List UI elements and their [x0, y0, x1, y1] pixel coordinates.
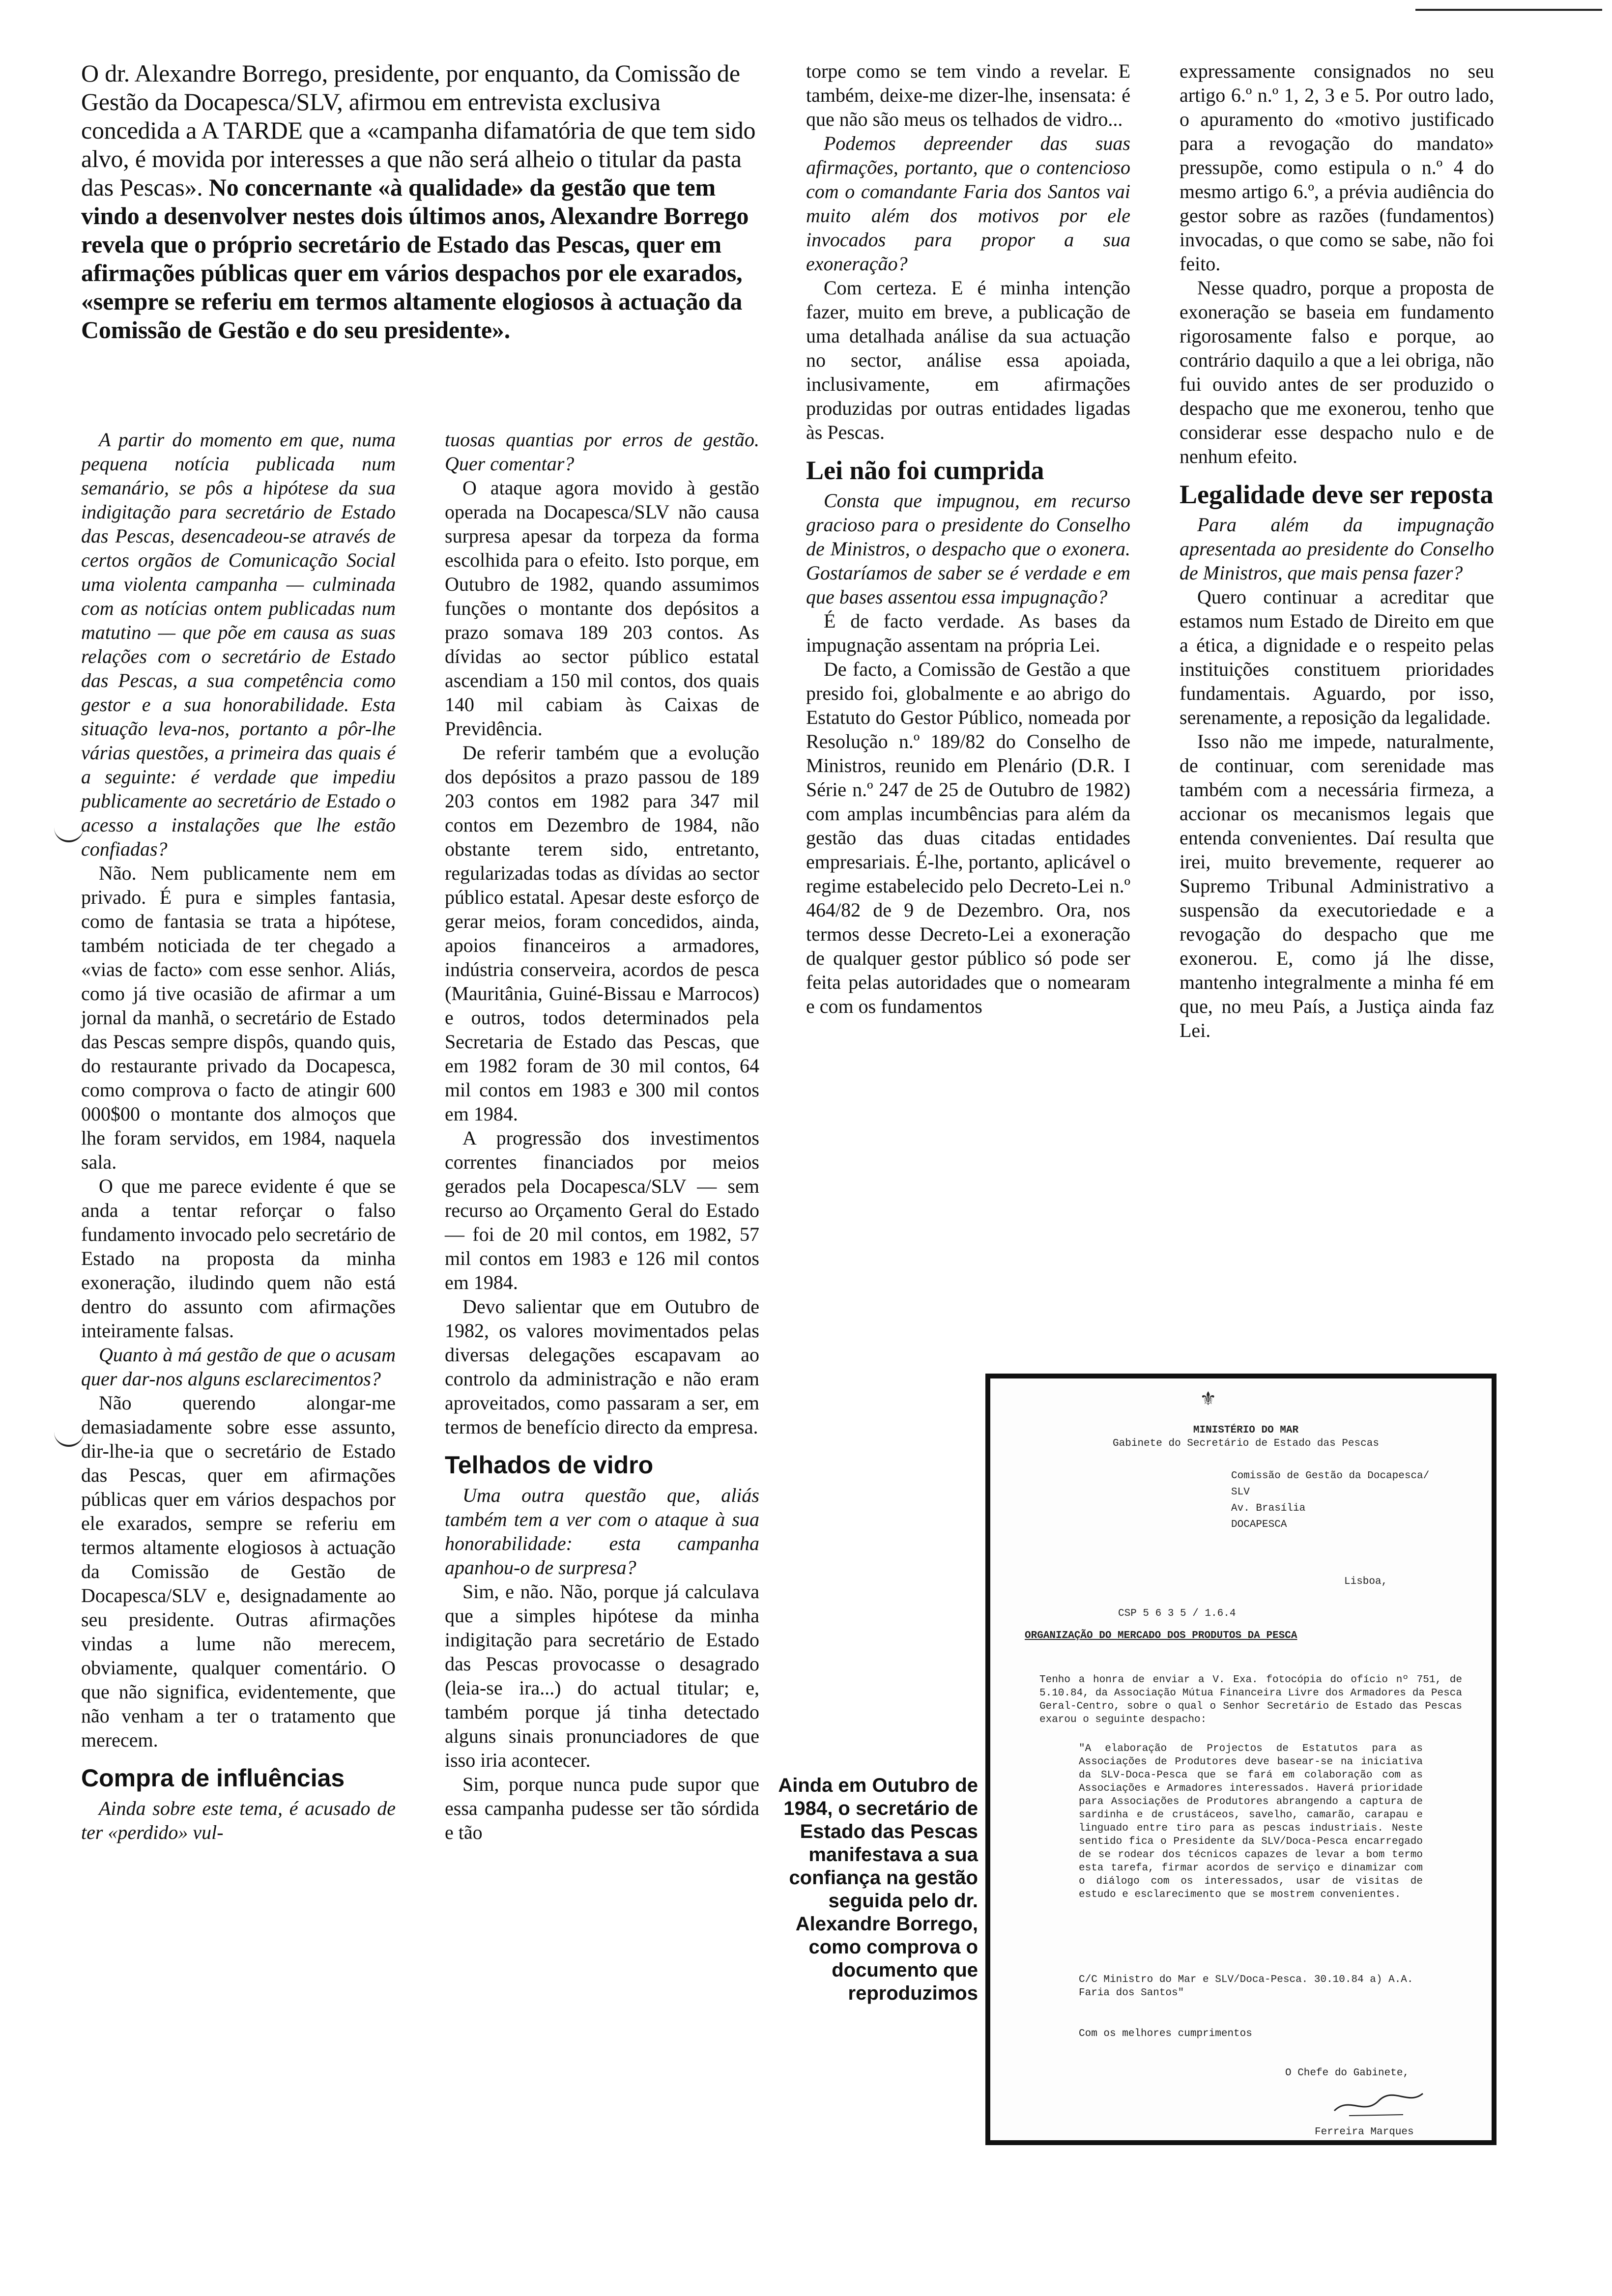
- doc-subject: ORGANIZAÇÃO DO MERCADO DOS PRODUTOS DA PESCA: [1025, 1630, 1297, 1641]
- doc-cc: C/C Ministro do Mar e SLV/Doca-Pesca. 30.10.84 a) A.A. Faria dos Santos": [1079, 1974, 1413, 1999]
- interview-answer: A progressão dos investimentos correntes financiados por meios gerados pela Docapesca/SLV — sem recurso ao Orçamento Geral do Estado — foi de 20 mil contos, em 1982, 57 mil contos em 1983 e 126 mil contos em 1984.: [445, 1127, 759, 1293]
- lead-intro: O dr. Alexandre Borrego, presidente, por enquanto, da Comissão de Gestão da Docapesca/SLV, afirmou em entrevista exclusiva concedida a A TARDE que a «campanha difamatória de que tem sido alvo, é movida por interesses a que não será alheio o titular da pasta das Pescas».: [81, 59, 756, 201]
- interview-answer: Quero continuar a acreditar que estamos num Estado de Direito em que a ética, a dignidade e o respeito pelas instituições constituem prioridades fundamentais. Aguardo, por isso, serenamente, a reposição da legalidade.: [1180, 586, 1494, 728]
- section-heading: Telhados de vidro: [445, 1451, 654, 1479]
- column-1: [81, 428, 396, 1844]
- interview-answer: expressamente consignados no seu artigo 6.º n.º 1, 2, 3 e 5. Por outro lado, o apuramento do «motivo justificado para a revogação do mandato» pressupõe, como estipula o n.º 4 do mesmo artigo 6.º, a prévia audiência do gestor sobre as razões (fundamentos) invocadas, o que como se sabe, não foi feito.: [1180, 60, 1494, 275]
- interview-answer: Sim, porque nunca pude supor que essa campanha pudesse ser tão sórdida e tão: [445, 1773, 759, 1843]
- doc-recipient-line: Av. Brasília: [1231, 1503, 1306, 1514]
- doc-chief: O Chefe do Gabinete,: [1285, 2067, 1410, 2079]
- interview-answer: Nesse quadro, porque a proposta de exoneração se baseia em fundamento rigorosamente falso e porque, ao contrário daquilo a que a lei obriga, não fui ouvido antes de ser produzido o despacho que me exonerou, tenho que considerar esse despacho nulo e de nenhum efeito.: [1180, 277, 1494, 467]
- doc-signer: Ferreira Marques: [1315, 2126, 1414, 2138]
- interview-question: Quanto à má gestão de que o acusam quer dar-nos alguns esclarecimentos?: [81, 1344, 396, 1390]
- interview-answer: O ataque agora movido à gestão operada na Docapesca/SLV não causa surpresa apesar da torpeza da forma escolhida para o efeito. Isto porque, em Outubro de 1982, quando assumimos funções o montante dos depósitos a prazo somava 189 203 contos. As dívidas ao sector público estatal ascendiam a 150 mil contos, dos quais 140 mil cabiam às Caixas de Previdência.: [445, 477, 759, 740]
- doc-recipient: [1231, 1469, 1477, 1534]
- column-2: [445, 428, 759, 1844]
- doc-reference: CSP 5 6 3 5 / 1.6.4: [1118, 1608, 1236, 1619]
- margin-mark: [54, 826, 84, 842]
- interview-answer: O que me parece evidente é que se anda a tentar reforçar o falso fundamento invocado pelo secretário de Estado na proposta da minha exoneração, iludindo quem não está dentro do assunto com afirmações inteiramente falsas.: [81, 1175, 396, 1342]
- interview-answer: Sim, e não. Não, porque já calculava que a simples hipótese da minha indigitação para secretário de Estado das Pescas provocasse o desagrado (leia-se ira...) do actual titular; e, também porque já tinha detectado alguns sinais pronunciadores de que isso iria acontecer.: [445, 1580, 759, 1771]
- interview-question: Consta que impugnou, em recurso gracioso para o presidente do Conselho de Ministros, o despacho que o exonera. Gostaríamos de saber se é verdade e em que bases assentou essa impugnação?: [806, 489, 1130, 608]
- section-heading: Lei não foi cumprida: [806, 456, 1044, 485]
- interview-question: Para além da impugnação apresentada ao presidente do Conselho de Ministros, que mais pensa fazer?: [1180, 514, 1494, 584]
- lead-bold: No concernante «à qualidade» da gestão que tem vindo a desenvolver nestes dois últimos anos, Alexandre Borrego revela que o próprio secretário de Estado das Pescas, quer em afirmações públicas quer em vários despachos por ele exarados, «sempre se referiu em termos altamente elogiosos à actuação da Comissão de Gestão e do seu presidente».: [81, 173, 749, 344]
- doc-recipient-line: DOCAPESCA: [1231, 1519, 1287, 1530]
- doc-recipient-line: SLV: [1231, 1487, 1250, 1498]
- doc-ministry: [1049, 1424, 1442, 1450]
- interview-question: Ainda sobre este tema, é acusado de ter «perdido» vul-: [81, 1797, 396, 1843]
- interview-answer: De referir também que a evolução dos depósitos a prazo passou de 189 203 contos em 1982 para 347 mil contos em Dezembro de 1984, não obstante terem sido, entretanto, regularizadas todas as dívidas ao sector público estatal. Apesar deste esforço de gerar meios, foram concedidos, ainda, apoios financeiros a armadores, indústria conserveira, acordos de pesca (Mauritânia, Guiné-Bissau e Marrocos) e outros, todos determinados pela Secretaria de Estado das Pescas, que em 1982 foram de 30 mil contos, 64 mil contos em 1983 e 300 mil contos em 1984.: [445, 742, 759, 1125]
- photo-caption: Ainda em Outubro de 1984, o secretário de Estado das Pescas manifestava a sua confiança na gestão seguida pelo dr. Alexandre Borrego, como comprova o documento que reproduzimos: [778, 1775, 978, 2004]
- interview-answer: É de facto verdade. As bases da impugnação assentam na própria Lei.: [806, 610, 1130, 656]
- interview-question: Podemos depreender das suas afirmações, portanto, que o contencioso com o comandante Faria dos Santos vai muito além dos motivos por ele invocados para propor a sua exoneração?: [806, 132, 1130, 275]
- interview-answer: Com certeza. E é minha intenção fazer, muito em breve, a publicação de uma detalhada análise da sua actuação no sector, análise essa apoiada, inclusivamente, em afirmações produzidas por outras entidades ligadas às Pescas.: [806, 277, 1130, 443]
- doc-place: Lisboa,: [1344, 1576, 1388, 1587]
- column-3: [806, 59, 1130, 1018]
- lead-paragraph: [81, 59, 759, 344]
- doc-office: Gabinete do Secretário de Estado das Pescas: [1113, 1438, 1379, 1449]
- interview-question: Uma outra questão que, aliás também tem a ver com o ataque à sua honorabilidade: esta campanha apanhou-o de surpresa?: [445, 1484, 759, 1578]
- doc-ministry-name: MINISTÉRIO DO MAR: [1193, 1425, 1299, 1436]
- reproduced-document: [985, 1374, 1497, 2145]
- doc-recipient-line: Comissão de Gestão da Docapesca/: [1231, 1470, 1430, 1482]
- interview-answer: torpe como se tem vindo a revelar. E também, deixe-me dizer-lhe, insensata: é que não são meus os telhados de vidro...: [806, 60, 1130, 130]
- column-4: [1180, 59, 1494, 1042]
- section-heading: Compra de influências: [81, 1764, 345, 1792]
- doc-body: Tenho a honra de enviar a V. Exa. fotocópia do ofício nº 751, de 5.10.84, da Associação Mútua Financeira Livre dos Armadores da Pesca Geral-Centro, sobre o qual o Senhor Secretário de Estado das Pescas exarou o seguinte despacho:: [1039, 1674, 1462, 1725]
- section-heading: Legalidade deve ser reposta: [1180, 480, 1494, 509]
- margin-mark: [54, 1430, 84, 1447]
- interview-answer: Não. Nem publicamente nem em privado. É pura e simples fantasia, como de fantasia se trata a hipótese, também noticiada de ter chegado a «vias de facto» com esse senhor. Aliás, como já tive ocasião de afirmar a um jornal da manhã, o secretário de Estado das Pescas sempre dispôs, quando quis, do restaurante privado da Docapesca, como comprova o facto de atingir 600 000$00 o montante dos almoços que lhe foram servidos, em 1984, naquela sala.: [81, 862, 396, 1173]
- doc-closing: Com os melhores cumprimentos: [1079, 2028, 1252, 2039]
- interview-answer: Não querendo alongar-me demasiadamente sobre esse assunto, dir-lhe-ia que o secretário de Estado das Pescas, quer em afirmações públicas quer em vários despachos por ele exarados, sempre se referiu em termos altamente elogiosos à actuação da Comissão de Gestão de Docapesca/SLV e, designadamente ao seu presidente. Outras afirmações vindas a lume não merecem, obviamente, qualquer comentário. O que não significa, evidentemente, que não venham a ter o tratamento que merecem.: [81, 1392, 396, 1751]
- interview-answer: De facto, a Comissão de Gestão a que presido foi, globalmente e ao abrigo do Estatuto do Gestor Público, nomeada por Resolução n.º 189/82 do Conselho de Ministros, reunido em Plenário (D.R. I Série n.º 247 de 25 de Outubro de 1982) com amplas incumbências para além da gestão das duas citadas entidades empresariais. É-lhe, portanto, aplicável o regime estabelecido pelo Decreto-Lei n.º 464/82 de 9 de Dezembro. Ora, nos termos desse Decreto-Lei a exoneração de qualquer gestor público só pode ser feita pelas autoridades que o nomearam e com os fundamentos: [806, 658, 1130, 1017]
- interview-answer: Isso não me impede, naturalmente, de continuar, com serenidade mas também com a necessária firmeza, a accionar os mecanismos legais que entenda convenientes. Daí resulta que irei, muito brevemente, requerer ao Supremo Tribunal Administrativo a suspensão da executoriedade e a revogação do despacho que me exonerou. E, como já lhe disse, mantenho integralmente a minha fé em que, no meu País, a Justiça ainda faz Lei.: [1180, 730, 1494, 1041]
- interview-answer: Devo salientar que em Outubro de 1982, os valores movimentados pelas diversas delegações escapavam ao controlo da administração e não eram aproveitados, como passaram a ser, em termos de benefício directo da empresa.: [445, 1295, 759, 1438]
- doc-quote: "A elaboração de Projectos de Estatutos para as Associações de Produtores deve basear-se na iniciativa da SLV-Doca-Pesca que se fará em colaboração com as Associações e Armadores interessados. Haverá prioridade para Associações de Produtores abrangendo a captura de sardinha e de crustáceos, savelho, camarão, carapau e linguado entre tiro para as pescas industriais. Neste sentido fica o Presidente da SLV/Doca-Pesca encarregado de se rodear dos técnicos capazes de levar a bom termo esta tarefa, firmar acordos de serviço e dinamizar com o diálogo com os interessados, usar de visitas de estudo e esclarecimento que se mostrem convenientes.: [1079, 1743, 1423, 1900]
- coat-of-arms-icon: ⚜: [1202, 1387, 1215, 1412]
- top-rule: [1415, 9, 1602, 11]
- signature-icon: [1329, 2086, 1428, 2121]
- interview-question: tuosas quantias por erros de gestão. Quer comentar?: [445, 429, 759, 475]
- interview-question: A partir do momento em que, numa pequena notícia publicada num semanário, se pôs a hipótese da sua indigitação para secretário de Estado das Pescas, desencadeou-se através de certos orgãos de Comunicação Social uma violenta campanha — culminada com as notícias ontem publicadas num matutino — que põe em causa as suas relações com o secretário de Estado das Pescas, a sua competência como gestor e a sua honorabilidade. Esta situação leva-nos, portanto a pôr-lhe várias questões, a primeira das quais é a seguinte: é verdade que impediu publicamente ao secretário de Estado o acesso a instalações que lhe estão confiadas?: [81, 429, 396, 860]
